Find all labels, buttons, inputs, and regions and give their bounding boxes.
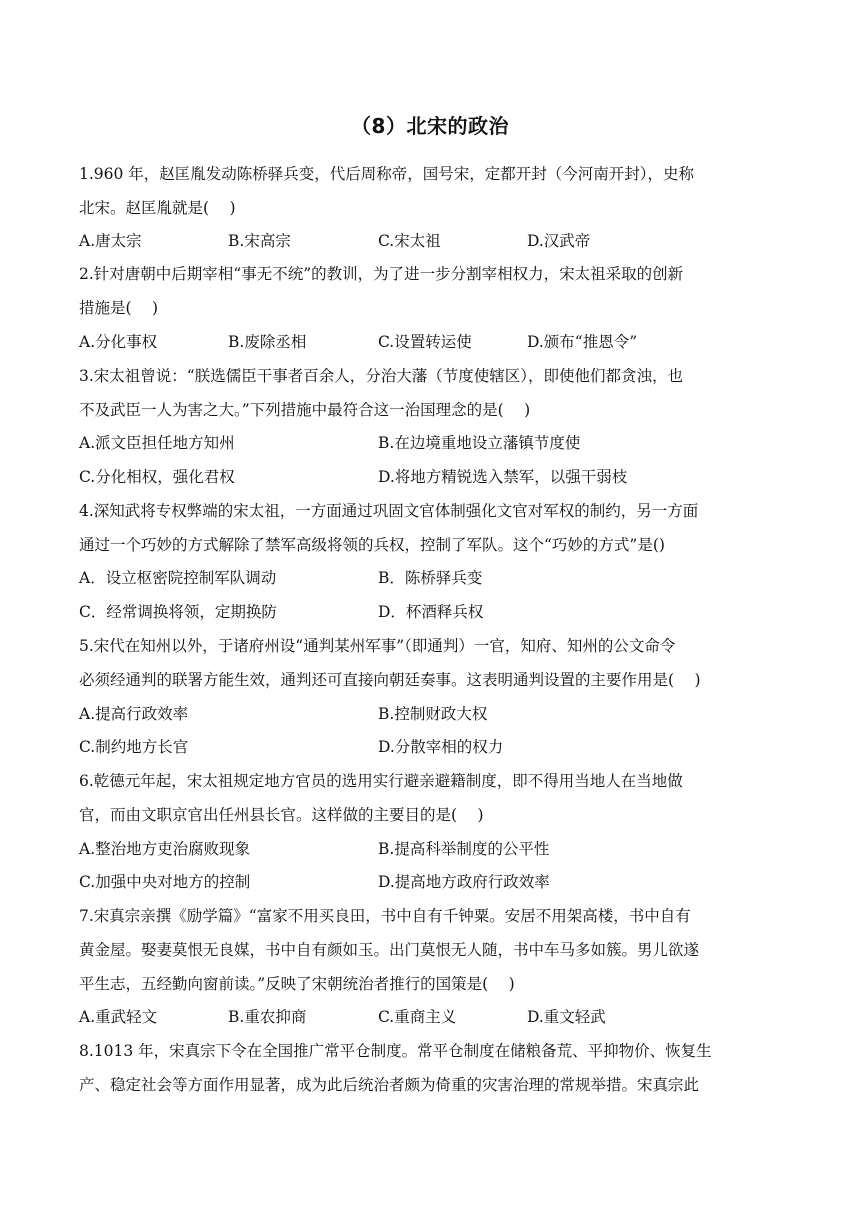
question-2-line-2: 措施是( ) bbox=[79, 299, 159, 317]
question-6-option-a: A.整治地方吏治腐败现象 bbox=[79, 840, 251, 858]
question-3-option-a: A.派文臣担任地方知州 bbox=[79, 434, 235, 452]
question-1-line-2: 北宋。赵匡胤就是( ) bbox=[79, 199, 236, 217]
question-4-line-1: 4.深知武将专权弊端的宋太祖，一方面通过巩固文官体制强化文官对军权的制约，另一方面 bbox=[79, 502, 699, 520]
question-4-option-c: C．经常调换将领，定期换防 bbox=[79, 603, 277, 621]
question-2-option-d: D.颁布“推恩令” bbox=[527, 333, 638, 351]
question-6-option-b: B.提高科举制度的公平性 bbox=[378, 840, 550, 858]
question-5-line-2: 必须经通判的联署方能生效，通判还可直接向朝廷奏事。这表明通判设置的主要作用是( ) bbox=[79, 671, 701, 689]
question-1-option-d: D.汉武帝 bbox=[527, 232, 591, 250]
question-2-option-b: B.废除丞相 bbox=[228, 333, 307, 351]
question-3-option-d: D.将地方精锐选入禁军，以强干弱枝 bbox=[378, 468, 628, 486]
question-1-option-a: A.唐太宗 bbox=[79, 232, 142, 250]
question-3-line-1: 3.宋太祖曾说：“朕选儒臣干事者百余人，分治大藩（节度使辖区），即使他们都贪浊，也 bbox=[79, 367, 683, 385]
question-1-line-1: 1.960 年，赵匡胤发动陈桥驿兵变，代后周称帝，国号宋，定都开封（今河南开封），史称 bbox=[79, 165, 695, 183]
question-2-option-c: C.设置转运使 bbox=[378, 333, 472, 351]
question-7-option-d: D.重文轻武 bbox=[527, 1008, 606, 1026]
question-6-option-d: D.提高地方政府行政效率 bbox=[378, 873, 550, 891]
question-6-line-1: 6.乾德元年起，宋太祖规定地方官员的选用实行避亲避籍制度，即不得用当地人在当地做 bbox=[79, 772, 683, 790]
question-8-line-1: 8.1013 年，宋真宗下令在全国推广常平仓制度。常平仓制度在储粮备荒、平抑物价、恢复生 bbox=[79, 1042, 712, 1060]
question-3-line-2: 不及武臣一人为害之大。”下列措施中最符合这一治国理念的是( ) bbox=[79, 401, 531, 419]
question-4-option-b: B．陈桥驿兵变 bbox=[378, 569, 483, 587]
page-title: （8）北宋的政治 bbox=[351, 114, 509, 138]
question-4-line-2: 通过一个巧妙的方式解除了禁军高级将领的兵权，控制了军队。这个“巧妙的方式”是() bbox=[79, 536, 665, 554]
question-1-option-c: C.宋太祖 bbox=[378, 232, 441, 250]
question-6-line-2: 官，而由文职京官出任州县长官。这样做的主要目的是( ) bbox=[79, 806, 484, 824]
question-3-option-b: B.在边境重地设立藩镇节度使 bbox=[378, 434, 581, 452]
question-5-option-c: C.制约地方长官 bbox=[79, 738, 189, 756]
question-1-option-b: B.宋高宗 bbox=[228, 232, 291, 250]
question-5-option-d: D.分散宰相的权力 bbox=[378, 738, 504, 756]
question-7-option-b: B.重农抑商 bbox=[228, 1008, 307, 1026]
question-2-line-1: 2.针对唐朝中后期宰相“事无不统”的教训，为了进一步分割宰相权力，宋太祖采取的创新 bbox=[79, 265, 684, 283]
question-7-option-a: A.重武轻文 bbox=[79, 1008, 158, 1026]
question-7-line-1: 7.宋真宗亲撰《励学篇》“富家不用买良田，书中自有千钟粟。安居不用架高楼，书中自有 bbox=[79, 907, 691, 925]
question-3-option-c: C.分化相权，强化君权 bbox=[79, 468, 235, 486]
question-5-option-a: A.提高行政效率 bbox=[79, 705, 189, 723]
question-4-option-d: D．杯酒释兵权 bbox=[378, 603, 484, 621]
question-7-line-2: 黄金屋。娶妻莫恨无良媒，书中自有颜如玉。出门莫恨无人随，书中车马多如簇。男儿欲遂 bbox=[79, 941, 700, 959]
question-4-option-a: A．设立枢密院控制军队调动 bbox=[79, 569, 277, 587]
question-7-option-c: C.重商主义 bbox=[378, 1008, 457, 1026]
question-2-option-a: A.分化事权 bbox=[79, 333, 158, 351]
question-6-option-c: C.加强中央对地方的控制 bbox=[79, 873, 251, 891]
question-8-line-2: 产、稳定社会等方面作用显著，成为此后统治者颇为倚重的灾害治理的常规举措。宋真宗此 bbox=[79, 1076, 700, 1094]
question-7-line-3: 平生志，五经勤向窗前读。”反映了宋朝统治者推行的国策是( ) bbox=[79, 975, 515, 993]
question-5-option-b: B.控制财政大权 bbox=[378, 705, 488, 723]
question-5-line-1: 5.宋代在知州以外，于诸府州设“通判某州军事”（即通判）一官，知府、知州的公文命令 bbox=[79, 637, 676, 655]
